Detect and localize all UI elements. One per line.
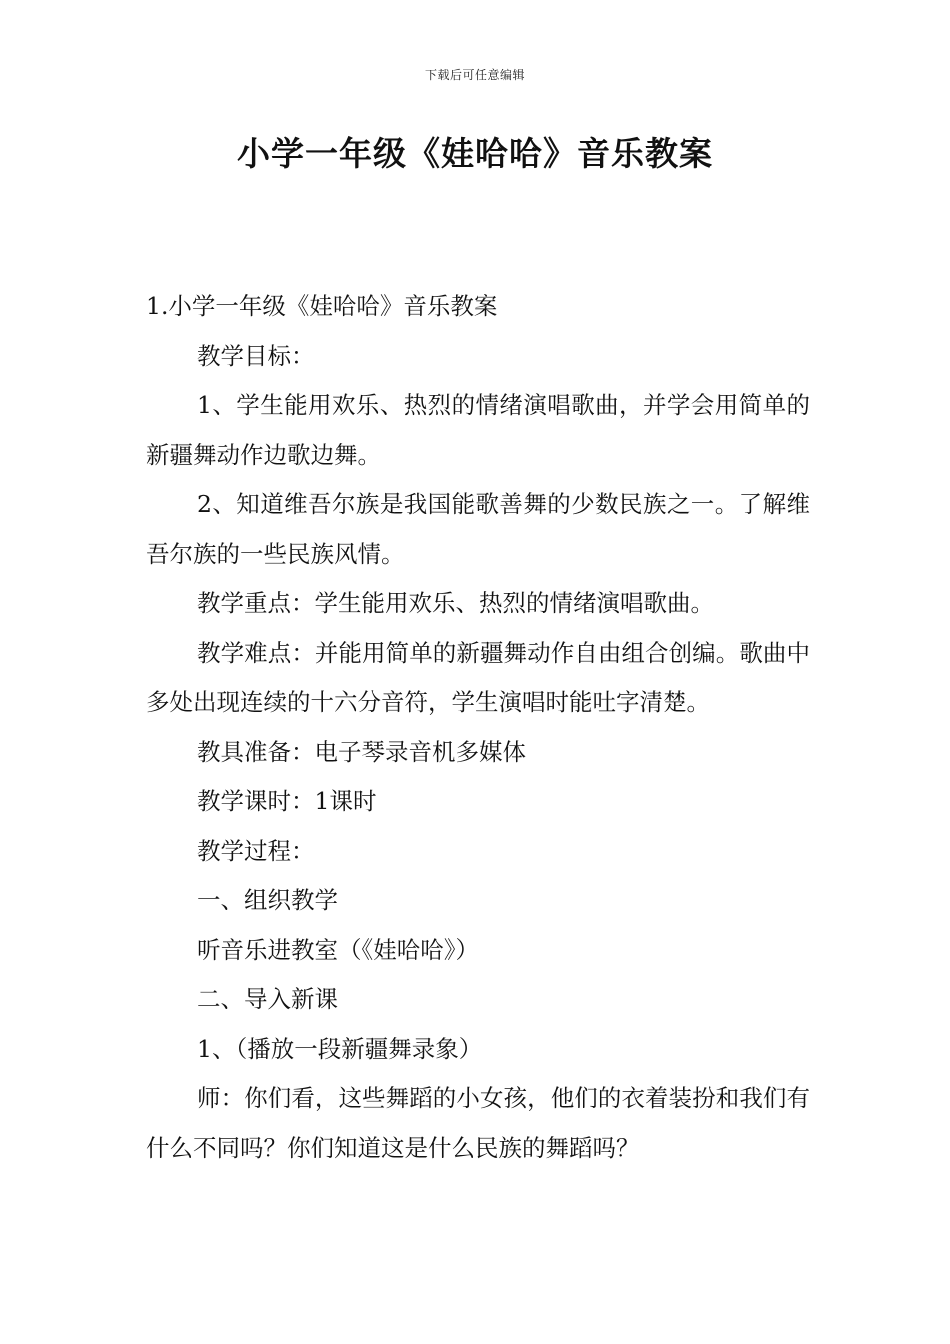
paragraph-enter-classroom: 听音乐进教室（《娃哈哈》） [197, 935, 479, 964]
paragraph-process-label: 教学过程： [197, 836, 315, 865]
document-title: 小学一年级《娃哈哈》音乐教案 [237, 134, 713, 173]
paragraph-goal-1: 1、学生能用欢乐、热烈的情绪演唱歌曲，并学会用简单的新疆舞动作边歌边舞。 [146, 391, 810, 469]
paragraph-class-hours: 教学课时：1课时 [197, 787, 377, 815]
header-note: 下载后可任意编辑 [424, 68, 525, 82]
paragraph-key-points: 教学重点：学生能用欢乐、热烈的情绪演唱歌曲。 [197, 589, 714, 617]
paragraph-goal-2: 2、知道维吾尔族是我国能歌善舞的少数民族之一。了解维吾尔族的一些民族风情。 [146, 490, 810, 568]
paragraph-step-one: 一、组织教学 [197, 886, 338, 914]
section-heading: 1.小学一年级《娃哈哈》音乐教案 [146, 292, 498, 320]
paragraph-teaching-goals-label: 教学目标： [197, 341, 315, 370]
paragraph-difficulties: 教学难点：并能用简单的新疆舞动作自由组合创编。歌曲中多处出现连续的十六分音符，学生演唱时能吐字清楚。 [146, 638, 810, 716]
paragraph-step-two: 二、导入新课 [197, 985, 338, 1013]
document-body [146, 282, 810, 1173]
paragraph-play-video: 1、（播放一段新疆舞录象） [197, 1034, 483, 1063]
paragraph-teaching-aids: 教具准备：电子琴录音机多媒体 [197, 737, 526, 766]
paragraph-teacher-question: 师：你们看，这些舞蹈的小女孩，他们的衣着装扮和我们有什么不同吗？你们知道这是什么民族的舞蹈吗？ [146, 1084, 810, 1162]
